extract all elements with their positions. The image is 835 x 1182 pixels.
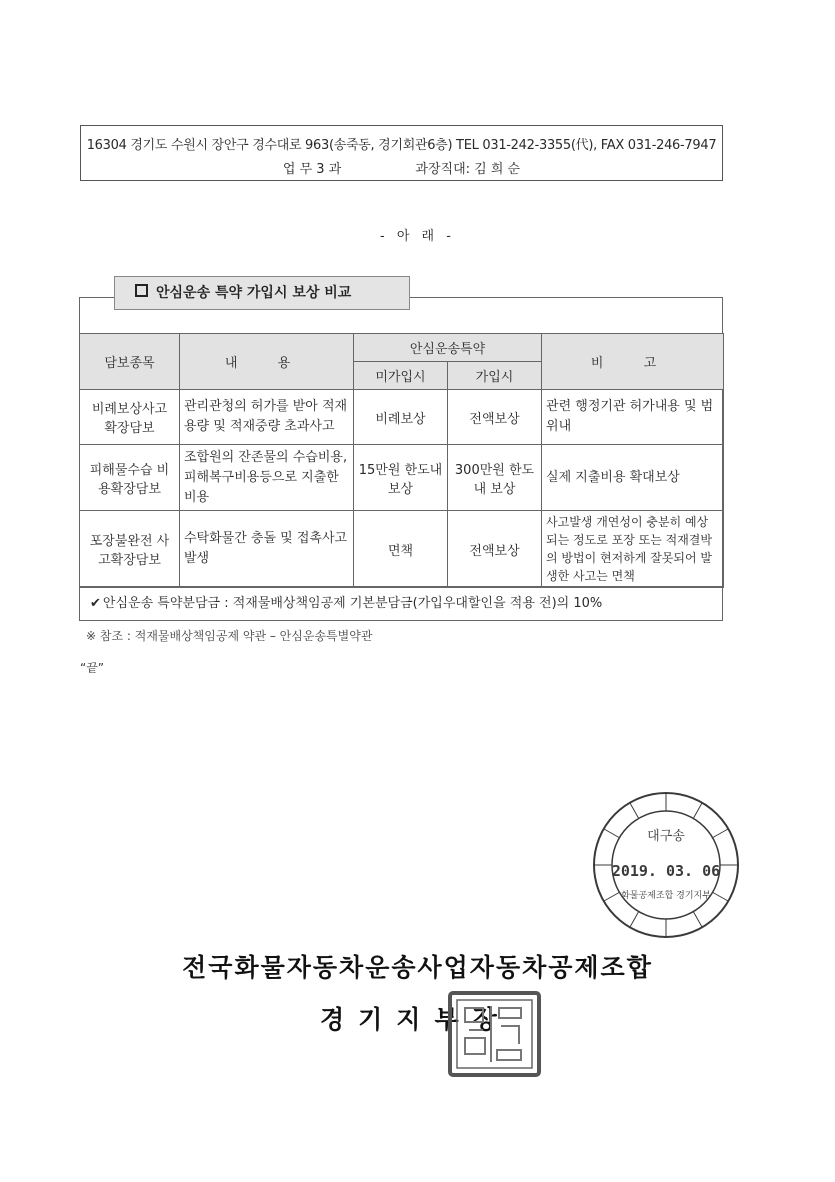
contact-line (81, 158, 722, 177)
cell-content: 관리관청의 허가를 받아 적재용량 및 적재중량 초과사고 (180, 390, 354, 445)
cell-coverage: 포장불완전 사고확장담보 (80, 511, 180, 588)
header-content: 내 용 (180, 334, 354, 390)
branch-name: 경기지부장 (320, 1005, 511, 1034)
seal-date: 2019. 03. 06 (611, 862, 721, 880)
cell-not-joined: 15만원 한도내 보상 (354, 445, 448, 511)
comparison-table (79, 333, 724, 588)
end-mark: “끝” (80, 661, 105, 675)
header-coverage: 담보종목 (80, 334, 180, 390)
header-not-joined: 미가입시 (354, 362, 448, 390)
section-title-text: 안심운송 특약 가입시 보상 비교 (156, 285, 352, 301)
table-row (80, 511, 724, 588)
cell-joined: 300만원 한도내 보상 (448, 445, 542, 511)
header-remarks: 비 고 (542, 334, 724, 390)
cell-content: 수탁화물간 충돌 및 접촉사고 발생 (180, 511, 354, 588)
cell-content: 조합원의 잔존물의 수습비용, 피해복구비용등으로 지출한 비용 (180, 445, 354, 511)
header-joined: 가입시 (448, 362, 542, 390)
cell-remarks: 실제 지출비용 확대보상 (542, 445, 724, 511)
note-text: 안심운송 특약분담금 : 적재물배상책임공제 기본분담금(가입우대할인을 적용 전)의 10% (102, 596, 603, 611)
note-row (79, 587, 723, 621)
cell-remarks: 관련 행정기관 허가내용 및 범위내 (542, 390, 724, 445)
department: 업 무 3 과 (282, 162, 342, 177)
check-icon: ✔ (90, 596, 101, 611)
cell-coverage: 피해물수습 비용확장담보 (80, 445, 180, 511)
cell-remarks: 사고발생 개연성이 충분히 예상되는 정도로 포장 또는 적재결박의 방법이 현저하게 잘못되어 발생한 사고는 면책 (542, 511, 724, 588)
cell-not-joined: 면책 (354, 511, 448, 588)
header-special: 안심운송특약 (354, 334, 542, 362)
official-seal-icon (447, 990, 542, 1078)
organization-name: 전국화물자동차운송사업자동차공제조합 (182, 953, 653, 982)
table-row (80, 445, 724, 511)
reference-note: ※ 참조 : 적재물배상책임공제 약관 – 안심운송특별약관 (86, 629, 373, 643)
cell-joined: 전액보상 (448, 390, 542, 445)
ahrae-heading: - 아 래 - (380, 229, 455, 244)
contact-person: 과장직대: 김 희 순 (415, 162, 521, 177)
cell-joined: 전액보상 (448, 511, 542, 588)
address-line: 16304 경기도 수원시 장안구 경수대로 963(송죽동, 경기회관6층) TEL 031-242-3355(代), FAX 031-246-7947 (86, 138, 717, 153)
date-seal-icon (591, 790, 741, 940)
table-row (80, 390, 724, 445)
contact-box (80, 125, 723, 181)
square-bullet-icon (135, 284, 148, 297)
cell-coverage: 비례보상사고 확장담보 (80, 390, 180, 445)
section-title (114, 276, 410, 310)
seal-bottom-label: 화물공제조합 경기지부 (621, 891, 711, 901)
seal-top-label: 대구송 (647, 829, 685, 844)
cell-not-joined: 비례보상 (354, 390, 448, 445)
